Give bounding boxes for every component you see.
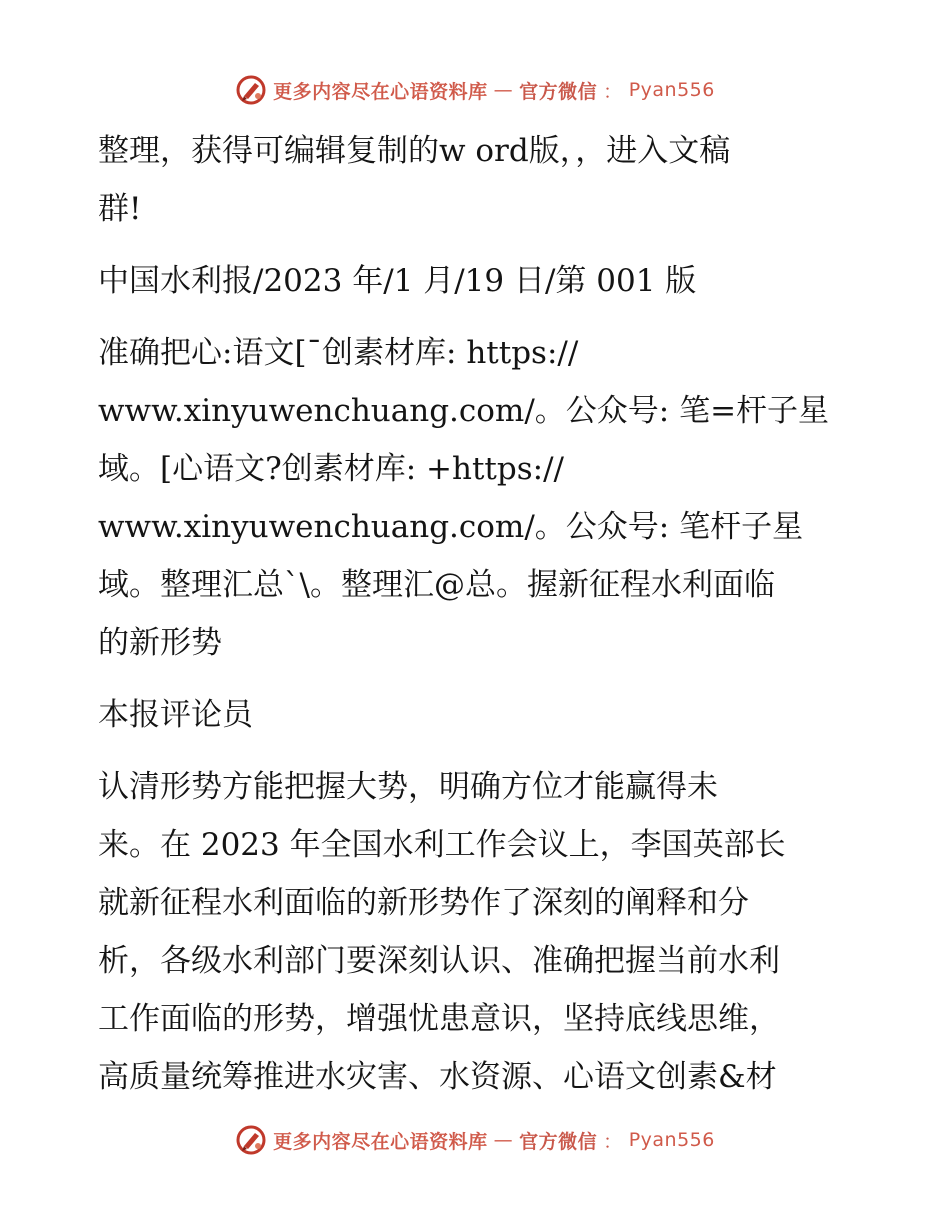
banner-main-text: 更多内容尽在心语资料库 (273, 1130, 488, 1153)
footer-banner (0, 1120, 950, 1160)
text-line: 整理，获得可编辑复制的w ord版，，进入文稿 (98, 133, 731, 169)
document-body (98, 122, 858, 1120)
text-line: 认清形势方能把握大势，明确方位才能赢得未 (98, 769, 718, 805)
header-banner (0, 70, 950, 110)
banner-colon: ： (603, 1130, 623, 1153)
text-line: www.xinyuwenchuang.com/。公众号: 笔=杆子星 (98, 393, 830, 429)
banner-official-label: 官方微信 (519, 80, 598, 103)
byline (98, 686, 858, 744)
text-line: 高质量统筹推进水灾害、水资源、心语文创素&材 (98, 1059, 777, 1095)
body-paragraph (98, 758, 858, 1106)
text-line: 域。整理汇总`\。整理汇@总。握新征程水利面临 (98, 567, 775, 603)
pen-seal-logo-icon (235, 1124, 267, 1156)
banner-separator: — (493, 79, 514, 101)
banner-official-label: 官方微信 (519, 1130, 598, 1153)
text-line: 的新形势 (98, 625, 222, 661)
banner-colon: ： (603, 80, 623, 103)
intro-paragraph (98, 122, 858, 238)
text-line: 工作面临的形势，增强忧患意识，坚持底线思维， (98, 1001, 780, 1037)
source-line (98, 252, 858, 310)
text-line: 析，各级水利部门要深刻认识、准确把握当前水利 (98, 943, 780, 979)
text-line: 中国水利报/2023 年/1 月/19 日/第 001 版 (98, 263, 697, 299)
watermark-paragraph (98, 324, 858, 672)
banner-separator: — (493, 1129, 514, 1151)
text-line: 来。在 2023 年全国水利工作会议上，李国英部长 (98, 827, 786, 863)
banner-main-text: 更多内容尽在心语资料库 (273, 80, 488, 103)
text-line: 准确把心:语文[¯创素材库: https:// (98, 335, 579, 371)
text-line: 域。[心语文?创素材库: +https:// (98, 451, 564, 487)
pen-seal-logo-icon (235, 74, 267, 106)
text-line: 群! (98, 191, 142, 227)
text-line: 就新征程水利面临的新形势作了深刻的阐释和分 (98, 885, 749, 921)
banner-wechat-id: Pyan556 (628, 79, 715, 101)
text-line: www.xinyuwenchuang.com/。公众号: 笔杆子星 (98, 509, 804, 545)
text-line: 本报评论员 (98, 697, 253, 733)
banner-wechat-id: Pyan556 (628, 1129, 715, 1151)
